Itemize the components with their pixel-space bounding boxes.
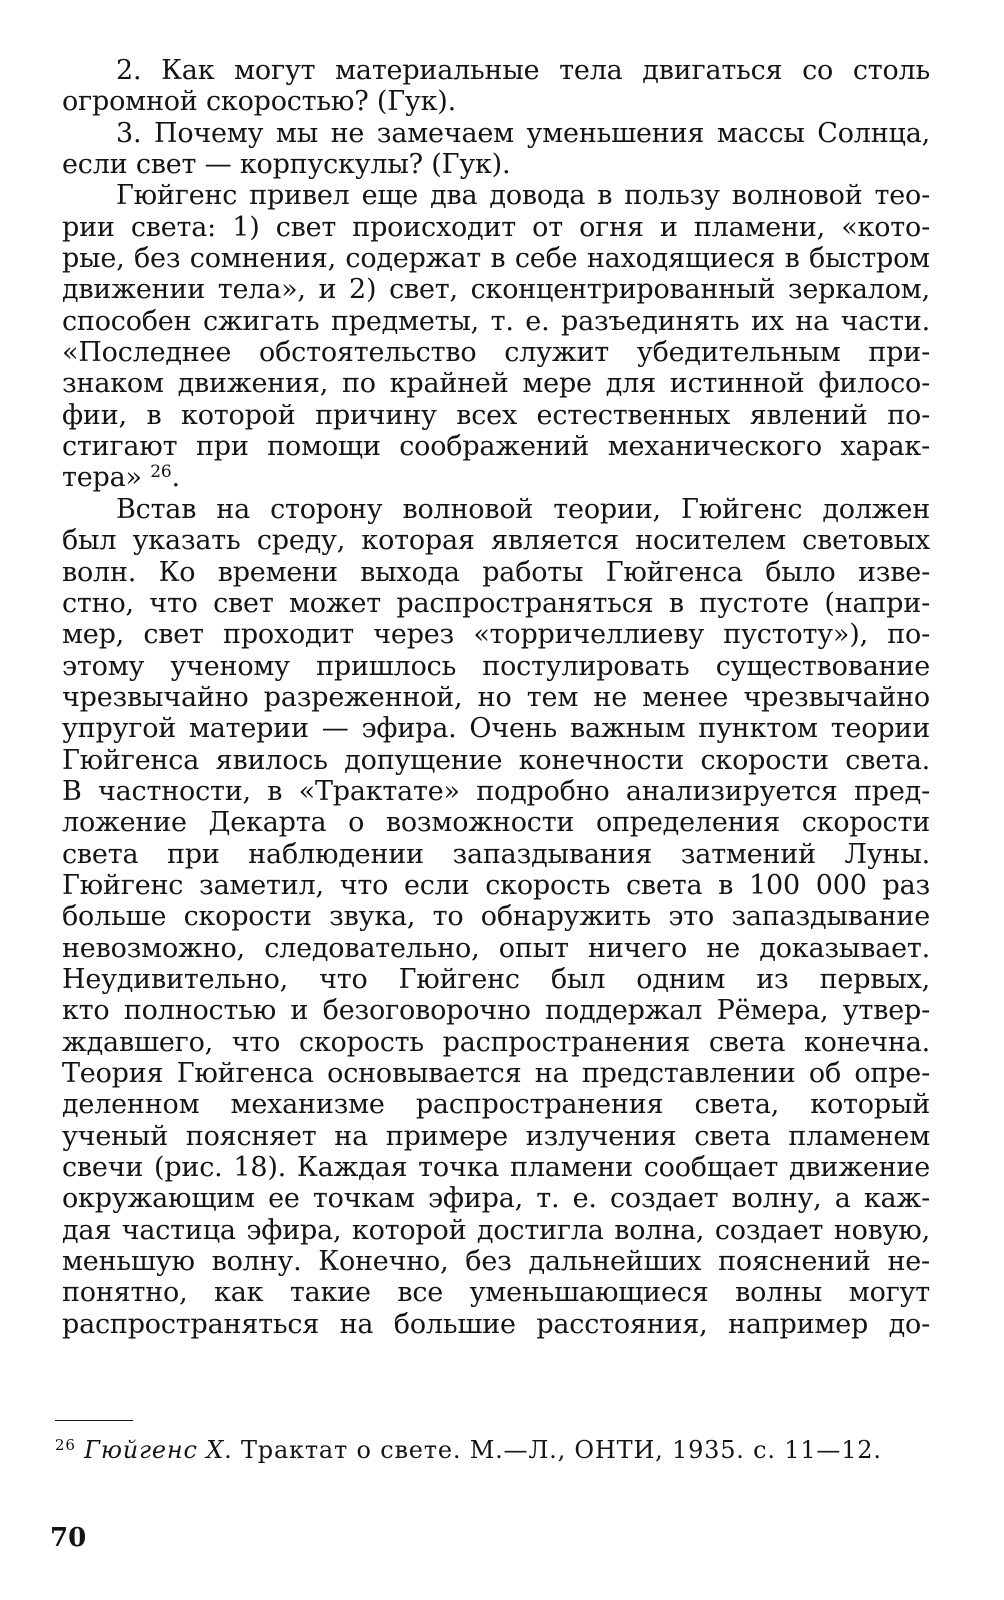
text-fragment: тера» [62,462,142,494]
text-line: распространяться на большие расстояния, например до- [62,1308,930,1340]
text-line: света при наблюдении запаздывания затмений Луны. [62,838,930,870]
text-line: рые, без сомнения, содержат в себе находящиеся в быстром [62,243,930,275]
text-line: этому ученому пришлось постулировать существование [62,650,930,682]
text-line: фии, в которой причину всех естественных явлений по- [62,399,930,431]
text-line: Гюйгенса явилось допущение конечности скорости света. [62,744,930,776]
text-line: огромной скоростью? (Гук). [62,86,456,118]
text-line: Неудивительно, что Гюйгенс был одним из первых, [62,963,930,995]
text-line: стигают при помощи соображений механического харак- [62,431,930,463]
paragraph [62,55,930,118]
paragraph [62,494,930,1340]
text-line: 3. Почему мы не замечаем уменьшения массы Солнца, [116,117,930,149]
text-line: дая частица эфира, которой достигла волна, создает новую, [62,1214,930,1246]
text-line: деленном механизме распространения света, который [62,1089,930,1121]
text-line: свечи (рис. 18). Каждая точка пламени сообщает движение [62,1152,930,1184]
text-line: больше скорости звука, то обнаружить это запаздывание [62,901,930,933]
paragraph [62,118,930,181]
text-line: Гюйгенс привел еще два довода в пользу волновой тео- [116,180,930,212]
text-line: рии света: 1) свет происходит от огня и пламени, «кото- [62,211,930,243]
text-line: кто полностью и безоговорочно поддержал Рёмера, утвер- [62,995,930,1027]
text-line: понятно, как такие все уменьшающиеся волны могут [62,1277,930,1309]
text-line [62,462,930,493]
footnote-text: Трактат о свете. М.—Л., ОНТИ, 1935. с. 11—12. [240,1436,882,1464]
text-line: окружающим ее точкам эфира, т. е. создает волну, а каж- [62,1183,930,1215]
footnote-number: 26 [55,1436,76,1454]
text-line: ждавшего, что скорость распространения света конечна. [62,1026,930,1058]
text-line: невозможно, следовательно, опыт ничего не доказывает. [62,932,930,964]
text-line: Теория Гюйгенса основывается на представлении об опре- [62,1058,930,1089]
text-line: движении тела», и 2) свет, сконцентрированный зеркалом, [62,274,930,306]
page-number: 70 [50,1523,87,1553]
footnote-reference[interactable]: 26 [150,462,172,483]
text-line: «Последнее обстоятельство служит убедительным при- [62,337,930,369]
text-line: стно, что свет может распространяться в пустоте (напри- [62,587,930,619]
text-line: волн. Ко времени выхода работы Гюйгенса было изве- [62,556,930,588]
text-line: чрезвычайно разреженной, но тем не менее чрезвычайно [62,681,930,713]
footnote-divider [55,1420,133,1421]
text-line: способен сжигать предметы, т. е. разъединять их на части. [62,305,930,337]
text-line: мер, свет проходит через «торричеллиеву пустоту»), по- [62,619,930,651]
page-body [62,55,930,1340]
text-line: Гюйгенс заметил, что если скорость света в 100 000 раз [62,869,930,901]
text-line: если свет — корпускулы? (Гук). [62,149,511,181]
punctuation: . [171,462,180,494]
paragraph [62,180,930,493]
text-line: ложение Декарта о возможности определения скорости [62,807,930,839]
footnote [55,1435,882,1465]
footnote-author: Гюйгенс Х. [84,1436,233,1464]
text-line: ученый поясняет на примере излучения света пламенем [62,1120,930,1152]
text-line: был указать среду, которая является носителем световых [62,525,930,557]
text-line: знаком движения, по крайней мере для истинной филосо- [62,368,930,400]
text-line: упругой материи — эфира. Очень важным пунктом теории [62,713,930,745]
text-line: Встав на сторону волновой теории, Гюйгенс должен [116,493,930,525]
text-line: 2. Как могут материальные тела двигаться со столь [116,55,930,86]
text-line: меньшую волну. Конечно, без дальнейших пояснений не- [62,1246,930,1278]
text-line: В частности, в «Трактате» подробно анализируется пред- [62,775,930,807]
